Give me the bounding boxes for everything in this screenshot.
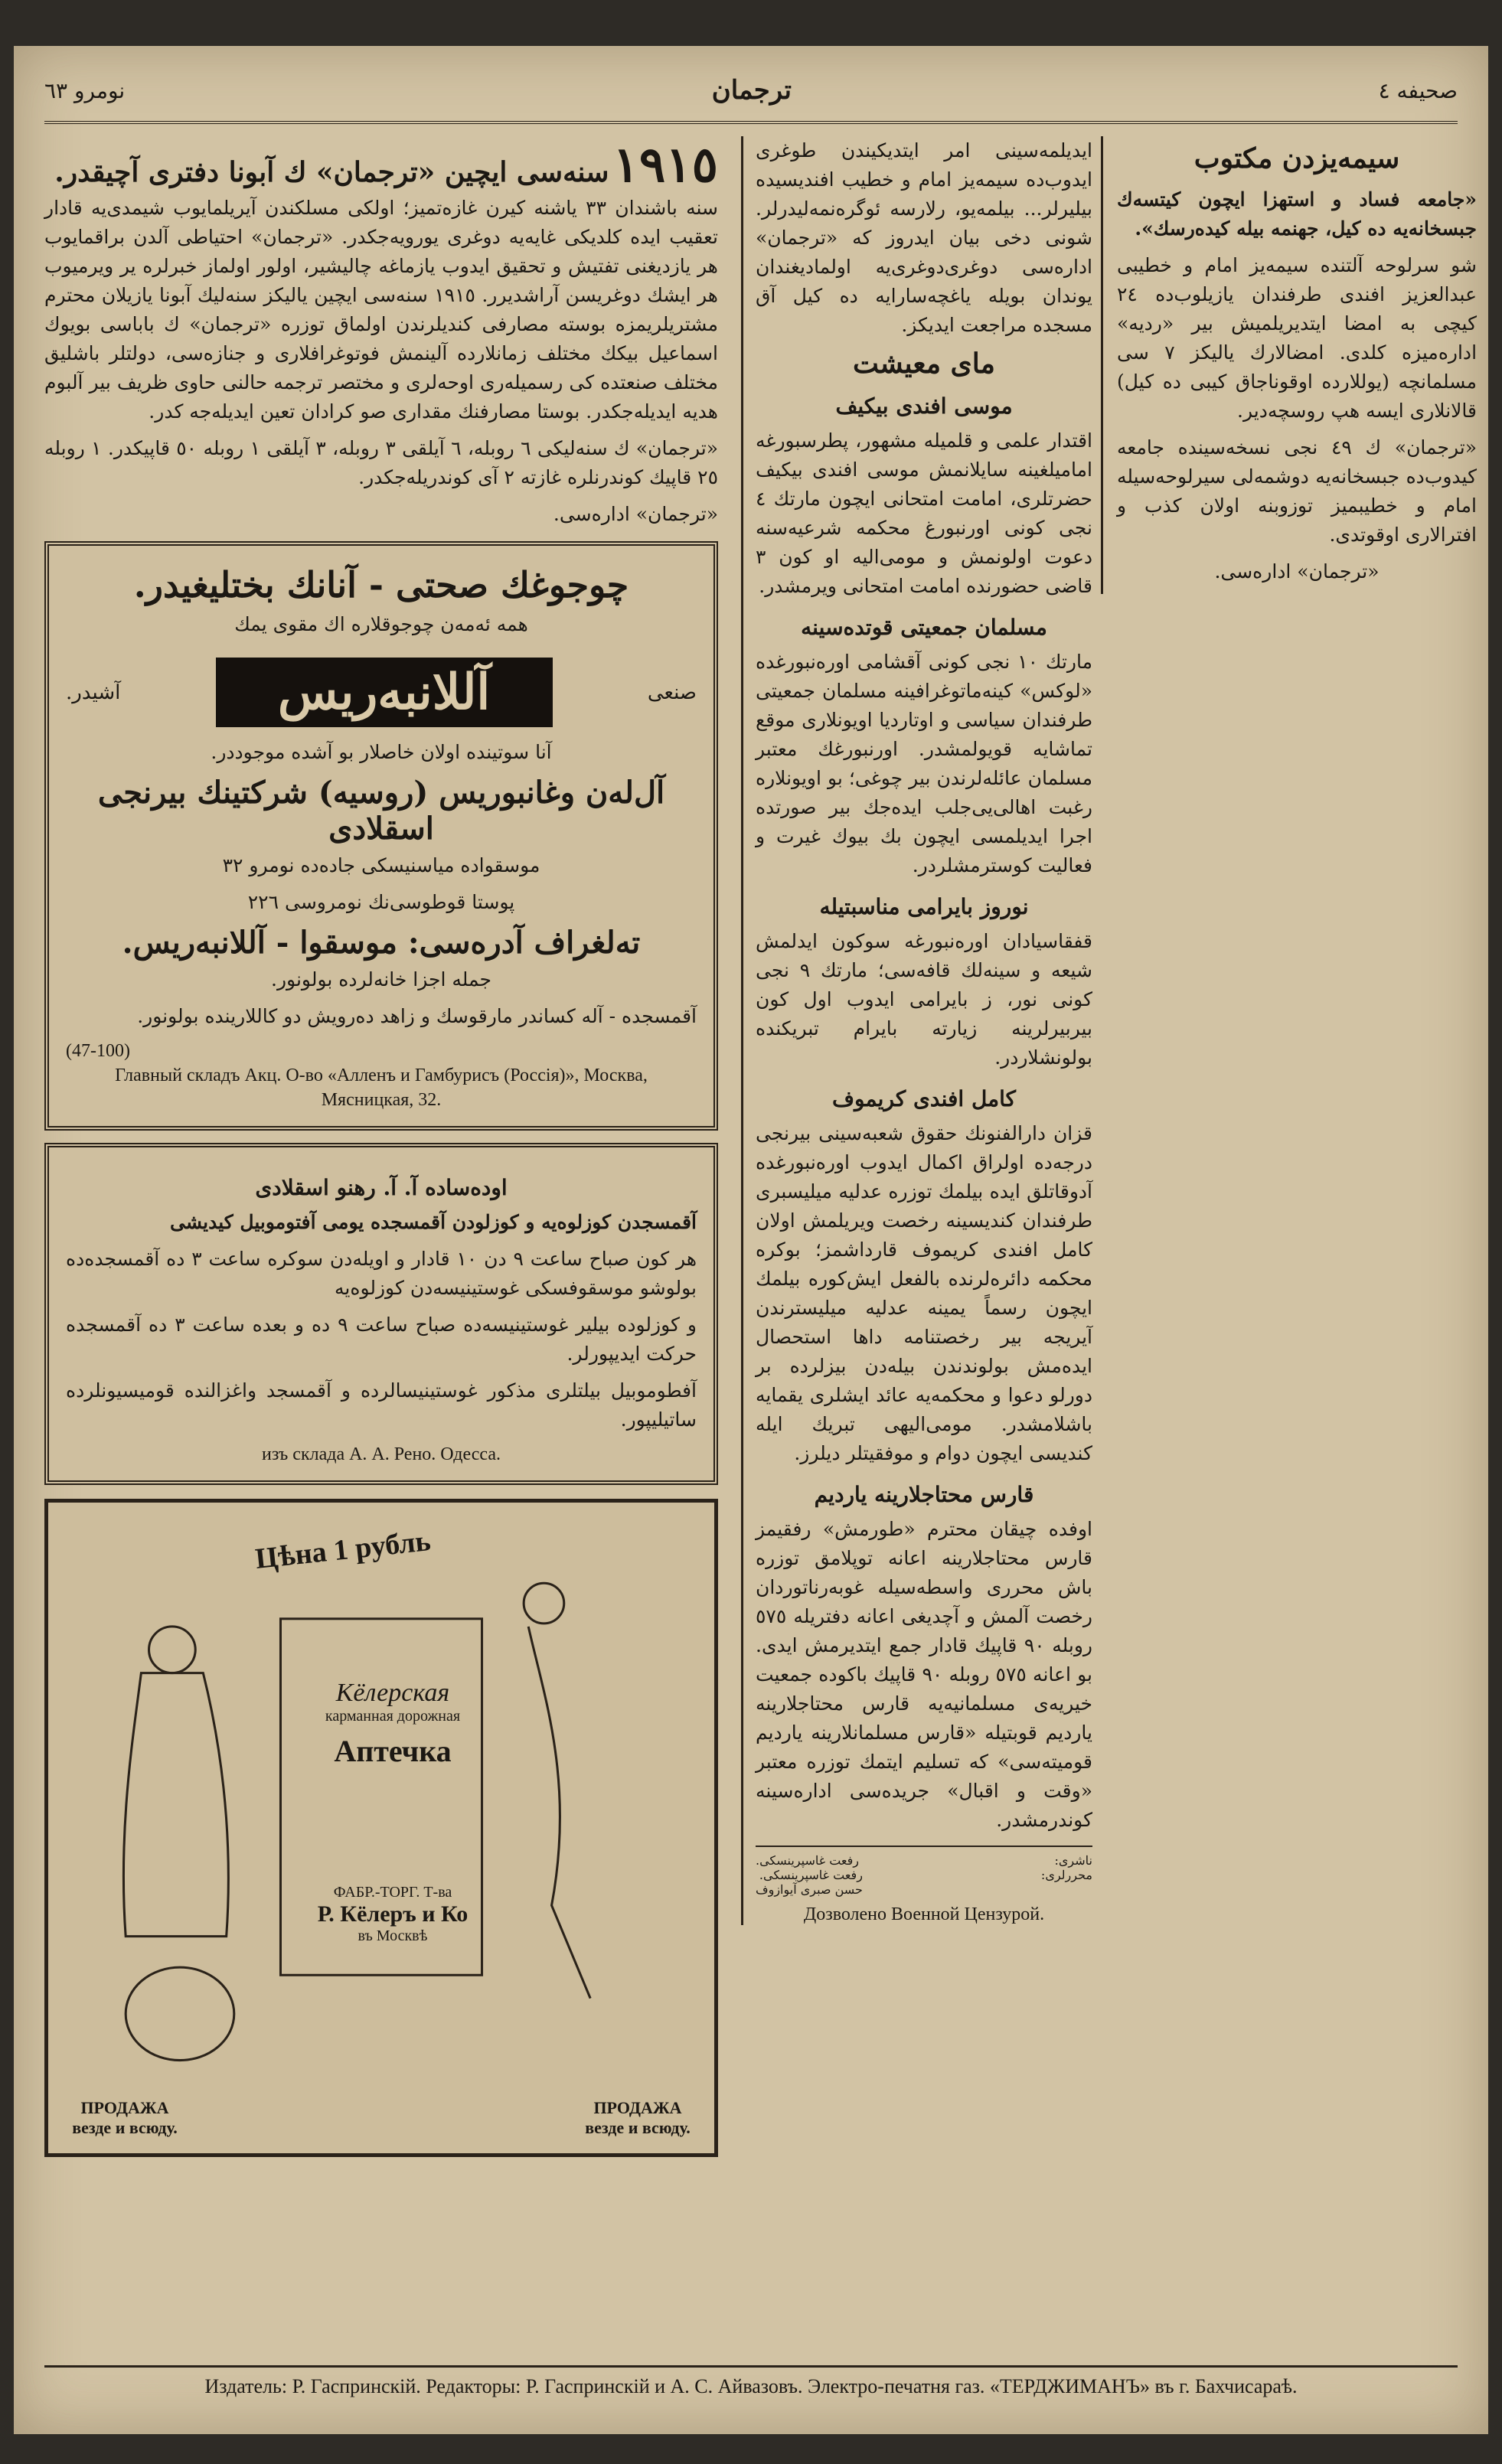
newspaper-page (14, 46, 1488, 2434)
ad-ru-line: Мясницкая, 32. (321, 1090, 442, 1110)
renault-ad (44, 1143, 718, 1485)
publisher-name: رفعت غاسپرینسکی. (756, 1853, 860, 1868)
letter-sign: «ترجمان» اداره‌سی. (1214, 560, 1380, 583)
left-column (44, 136, 718, 2157)
letter-paragraph: «ترجمان» ك ٤٩ نجی نسخه‌سینده جامعه کیدوب‌ده جبسخانه‌یه دوشمه‌لی سیرلوحه‌سیله امام و خطیبمیز توزوبنه اولان کذب و افترالاری اوقوتدی. (1117, 436, 1477, 546)
censor-note: Дозволено Военной Цензурой. (803, 1904, 1045, 1924)
editors-row (756, 1868, 1092, 1897)
right-column (1101, 136, 1477, 594)
section-body: قزان دارالفنونك حقوق شعبه‌سینی بیرنجی درجه‌ده اولراق اکمال ایدوب اوره‌نبورغده آدوقاتلق ایده بیلمك توزره عدلیه میلیسبری طرفندان کندیسینه رخصت ویریلمش اولان کامل افندی کریموف قارداشمز؛ بوکره محکمه دائره‌لرنده بالفعل ایش‌کوره بیلمك ایچون رسماً یمینه عدلیه میلیسترندن آیریجه بیر رخصتنامه داها استحصال ایده‌مش بولوندندن بیله‌دن بیزلرده بر دورلو دعوا و محکمه‌یه عائد ایشلری یقمایه باشلامشدر. مومی‌الیهی تبریك ایله کندیسی ایچون دوام و موفقیتلر دیلرز. (756, 1122, 1092, 1464)
ad-pobox: پوستا قوطوسی‌نك نومروسی ٢٢٦ (247, 891, 515, 913)
statue-figure-left (123, 1673, 228, 1937)
aptechka-brand: Кёлерская (335, 1679, 450, 1707)
ad-brand-row (66, 647, 697, 738)
announcement-price: «ترجمان» ك سنه‌لیکی ٦ روبله، ٦ آیلقی ٣ روبله، ٣ آیلقی ١ روبله ٥٠ قاپیكدر. ١ روبله ٢٥ قاپیك کوندرنلره غازته ٢ آی کوندریله‌جکدر. (44, 437, 719, 488)
ad2-line: هر کون صباح ساعت ٩ دن ١٠ قادار و اویله‌دن سوکره ساعت ٣ ده آقمسجده‌ده بولوشو موسقوفسکی غوستینیسه‌دن کوزلوه‌یه (66, 1248, 697, 1299)
section-heading: مسلمان جمعیتی قوتده‌سینه (801, 615, 1047, 640)
statue-head (149, 1627, 196, 1673)
sale-left: ПРОДАЖА везде и всюду. (72, 2098, 178, 2137)
middle-column (741, 136, 1092, 1925)
ad-headline: چوجوغك صحتی - آنانك بختلیغیدر. (133, 564, 629, 605)
maker-city: въ Москвѣ (358, 1927, 428, 1944)
figure-right (528, 1627, 590, 1999)
ad-local: آقمسجده - آله کساندر مارقوسك و زاهد ده‌رویش دو کاللارینده بولونور. (137, 1005, 697, 1027)
announcement-sign: «ترجمان» اداره‌سی. (553, 503, 718, 525)
ad2-line: آفطوموبیل بیلتلری مذکور غوستینیسالرده و آقمسجد واغزالنده قومیسیونلرده ساتیلیپور. (66, 1379, 697, 1431)
announcement-year: ١٩١٥ (612, 136, 718, 194)
editor-name: حسن صبری آیوازوف (756, 1882, 863, 1897)
ad-right-note: آشیدر. (66, 680, 121, 704)
ad-address: موسقواده میاسنیسکی جاده‌ده نومرو ٣٢ (222, 854, 540, 876)
masthead: ترجمان (711, 75, 792, 106)
section-heading: کامل افندی کریموف (831, 1086, 1017, 1111)
letter-subtitle: «جامعه فساد و استهزا ایچون کیتسه‌ك جبسخانه‌یه ده کیل، جهنمه بیله کیده‌رسك». (1117, 188, 1477, 240)
page-header (44, 60, 1458, 124)
ad2-line: و کوزلوده بیلیر غوستینیسه‌ده صباح ساعت ٩ ده و بعده ساعت ٣ ده آقمسجده حرکت ایدیپورلر. (66, 1314, 697, 1365)
price-banner: Цѣна 1 рубль (253, 1525, 433, 1575)
ad-ref: (47-100) (66, 1041, 130, 1061)
section-body: قفقاسیادان اوره‌نبورغه سوکون ایدلمش شیعه و سینه‌لك قافه‌سی؛ مارتك ٩ نجی کونی نور، ز بایرامی ایدوب اول کون بیربیرلرینه زیارته بایرام تبریکنده بولونشلاردر. (756, 930, 1092, 1069)
aptechka-sub: карманная дорожная (325, 1708, 461, 1725)
ad-ru-line: Главный складъ Акц. О-во «Алленъ и Гамбурисъ (Россія)», Москва, (115, 1066, 648, 1085)
ad-company: آل‌له‌ن وغانبوریس (روسیه) شرکتینك بیرنجی اسقلادی (97, 775, 665, 847)
announcement-body: سنه باشندان ٣٣ یاشنه کیرن غازه‌تمیز؛ اولکی مسلکندن آیریلمایوب شیمدی‌یه قادار تعقیب ایده کلدیکی غایه‌یه دوغری یورویه‌جکدر. «ترجمان» احتیاطی آلدن براقمایوب هر یازدیغنی تفتیش و تحقیق ایدوب یازماغه چالیشیر، اولور اولماز خبرلره یر ویرمیوب هر ایشك دوغریسن آراشدیرر. ١٩١٥ سنه‌سی ایچین یالیکز سنه‌لیك آبونا یازیلان محترم مشتریلریمزه بوسته مصارفی کندیلرندن اولماق توزره «ترجمان» ك باباسی بویوك اسماعیل بیکك مختلف زمانلارده آلینمش فوتوغرافلاری و جنازه‌سی، دولتلر باشلیق مختلف صنعتده کی رسمیله‌ری اوحه‌لری و مختصر ترجمه حالنی حاوی ظریف بیر آلبوم هدیه ایدیله‌جکدر. بوستا مصارفنك مقداری صو کرادان تعین ایدیله‌جه کدر. (44, 197, 718, 423)
editors-names (756, 1868, 863, 1897)
ad2-ru: изъ склада А. А. Рено. Одесса. (261, 1444, 501, 1464)
ad2-title: اوده‌ساده آ. آ. رهنو اسقلادی (255, 1175, 508, 1200)
section-heading: نوروز بایرامی مناسبتیله (819, 894, 1029, 919)
editors-label: محررلری: (1040, 1868, 1092, 1882)
aptechka-label (301, 1679, 485, 1945)
section-heading: موسی افندی بیکیف (835, 393, 1013, 419)
aptechka-word: Аптечка (334, 1734, 452, 1768)
section-title: مای معیشت (853, 348, 995, 380)
imprint-footer: Издатель: Р. Гаспринскій. Редакторы: Р. Гаспринскій и А. С. Айвазовъ. Электро-печатня газ. «ТЕРДЖИМАНЪ» въ г. Бахчисараѣ. (44, 2365, 1458, 2398)
middle-top-text: ایدیلمه‌سینی امر ایتدیکیندن طوغری ایدوب‌ده سیمه‌یز امام و خطیب افندیسیده بیلیرلر... بیلمه‌یو، رلارسه ئوگره‌نمه‌لیدرلر. شونی دخی بیان ایدروز که «ترجمان» اداره‌سی دوغری‌دوغری‌یه اولمادیغندان یوندان بویله یاغچه‌سارایه ده کیل آق مسجده مراجعت ایدیکز. (756, 139, 1092, 336)
publisher-row (756, 1853, 1092, 1868)
sale-right: ПРОДАЖА везде и всюду. (585, 2098, 691, 2137)
section-body: اوفده چیقان محترم «طورمش» رفقیمز قارس محتاجلارینه اعانه توپلامق توزره باش محرری واسطه‌سیله غوبه‌رناتوردان رخصت آلمش و آچدیغی اعانه دفتریله ٥٧٥ روبله ٩٠ قاپیك قادار جمع ایتدیرمش ایدی. بو اعانه ٥٧٥ روبله ٩٠ قاپیك باکوده جمعیت خیریه‌ی مسلمانیه‌یه قارس محتاجلارینه یاردیم قوبتیله «قارس مسلمانلارینه یاردیم قومیته‌سی» که تسلیم ایتمك توزره معتبر «وقت و اقبال» جریده‌سی اداره‌سینه کوندرمشدر. (756, 1518, 1092, 1831)
section-body: اقتدار علمی و قلمیله مشهور، پطرسبورغه امامیلغینه سایلانمش موسی افندی بیکیف حضرتلری، امامت امتحانی ایچون مارتك ٤ نجی کونی اورنبورغ محکمه شرعیه‌سنه دعوت اولونمش و مومی‌الیه او کون ٣ قاضی حضورنده امامت امتحانی ویرمشدر. (756, 429, 1092, 597)
aptechka-ad (44, 1499, 718, 2157)
wheel-ornament (126, 1967, 234, 2060)
announcement-header (44, 136, 718, 194)
figure-right-head (524, 1583, 564, 1624)
publisher-label: ناشری: (1054, 1853, 1092, 1868)
page-number: صحیفه ٤ (1378, 77, 1458, 103)
ad2-line: آقمسجدن کوزلوه‌یه و کوزلودن آقمسجده یومی آفتوموبیل کیدیشی (170, 1211, 697, 1233)
ad-note: آنا سوتینده اولان خاصلار بو آشده موجوددر. (211, 741, 552, 763)
issue-number: نومرو ٦٣ (44, 77, 126, 103)
staff-box (756, 1846, 1092, 1925)
ad-sold: جمله اجزا خانه‌لرده بولونور. (271, 968, 491, 990)
maker-line: ФАБР.-ТОРГ. Т-ва (333, 1884, 452, 1901)
editor-name: رفعت غاسپرینسکی. (759, 1868, 863, 1882)
letter-title: سیمه‌یزدن مکتوب (1193, 142, 1400, 175)
ad-brand-banner: آللانبه‌ریس (216, 658, 553, 727)
ad-subhead: همه ئه‌مه‌ن چوجوقلاره اك مقوی یمك (234, 613, 528, 635)
subscription-announcement (44, 136, 718, 529)
allenburys-ad (44, 541, 718, 1131)
ad-telegraph: ته‌لغراف آدره‌سی: موسقوا - آللانبه‌ریس. (122, 925, 641, 961)
announcement-title: سنه‌سی ایچین «ترجمان» ك آبونا دفتری آچیقدر. (54, 156, 609, 188)
section-body: مارتك ١٠ نجی کونی آقشامی اوره‌نبورغده «لوکس» کینه‌ماتوغرافینه مسلمان جمعیتی طرفندان سیاسی و اوتاردیا اویونلاری موقع تماشایه قویولمشدر. اورنبورغك معتبر مسلمان عائله‌لرندن بیر چوغی؛ بو اویونلاره رغبت اهالی‌یی‌جلب ایده‌جك بیر صورتده اجرا ایدیلمسی ایچون بك بیوك غیرت و فعالیت کوسترمشلردر. (756, 651, 1092, 876)
ad-left-note: صنعی (647, 680, 697, 704)
section-heading: قارس محتاجلارینه یاردیم (814, 1482, 1034, 1507)
letter-paragraph: شو سرلوحه آلتنده سیمه‌یز امام و خطیبی عبدالعزیز افندی طرفندان یازیلوب‌ده ٢٤ کیچی به امضا ایتدیریلمیش بیر «ردیه» اداره‌میزه کلدی. امضالارك یالیکز ٧ سی مسلمانچه (یوللارده اوقوناجاق کیبی ده کیل) قالانلاری ایسه هپ روسچه‌دیر. (1117, 254, 1478, 422)
maker-name: Р. Кёлеръ и Ко (317, 1901, 469, 1927)
